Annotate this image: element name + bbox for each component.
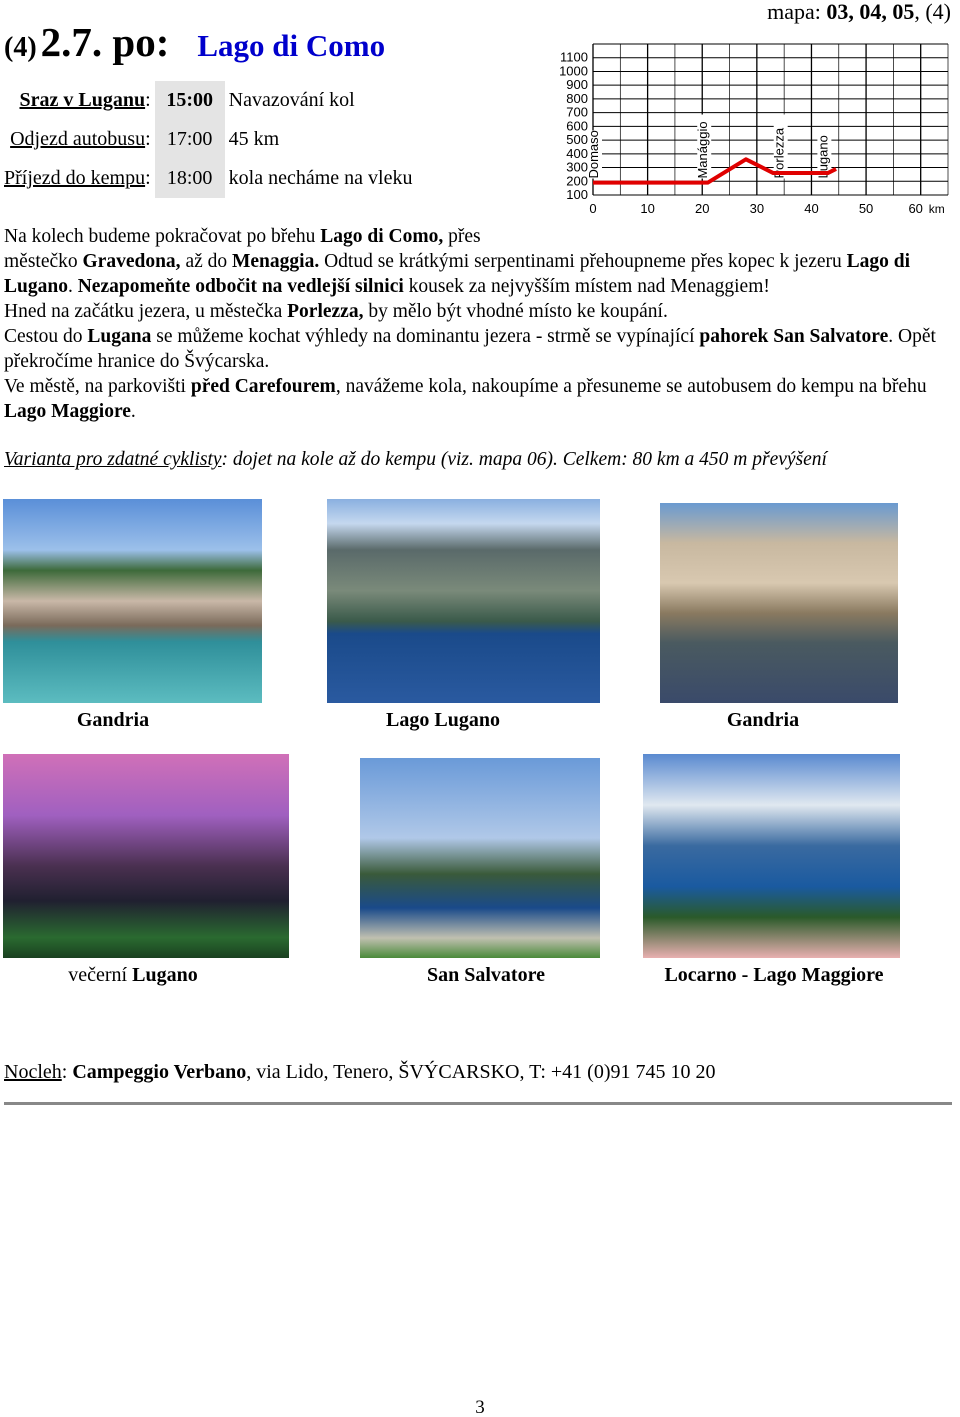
- schedule-table: [0, 81, 416, 198]
- schedule-time: 18:00: [155, 159, 225, 198]
- location-label: Domaso: [586, 130, 601, 179]
- x-tick-label: 50: [858, 201, 874, 216]
- photo-gandria: [660, 503, 898, 703]
- x-unit-label: km: [928, 202, 945, 216]
- schedule-label: Příjezd do kempu:: [4, 167, 151, 189]
- map-references: [767, 0, 951, 25]
- photo-lugano: [3, 754, 289, 958]
- accommodation-details: , via Lido, Tenero, ŠVÝCARSKO, T: +41 (0)91 745 10 20: [246, 1061, 716, 1083]
- elevation-profile-chart: [545, 38, 955, 218]
- variant-label: Varianta pro zdatné cyklisty: [4, 449, 222, 470]
- text: se můžeme kochat výhledy na dominantu jezera - strmě se vypínající: [151, 326, 700, 347]
- day-title: [4, 18, 385, 66]
- day-number: (4): [4, 32, 37, 63]
- text: kousek za nejvyšším místem nad Menaggiem!: [403, 276, 770, 297]
- y-tick-label: 600: [566, 118, 588, 134]
- photo-caption: San Salvatore: [427, 964, 545, 986]
- schedule-row: [0, 81, 416, 120]
- photo-caption: Lago Lugano: [386, 709, 500, 731]
- accommodation: Nocleh: Campeggio Verbano, via Lido, Tenero, ŠVÝCARSKO, T: +41 (0)91 745 10 20: [4, 1061, 716, 1083]
- text: přes: [443, 226, 481, 247]
- schedule-label: Odjezd autobusu:: [10, 128, 151, 150]
- text: . Opět překročíme hranice do Švýcarska.: [4, 326, 936, 372]
- x-tick-label: 20: [694, 201, 710, 216]
- y-tick-label: 700: [566, 104, 588, 120]
- y-tick-label: 800: [566, 90, 588, 106]
- text: až do: [180, 251, 232, 272]
- text: Na kolech budeme pokračovat po břehu: [4, 226, 321, 247]
- destination-title: Lago di Como: [197, 28, 386, 63]
- y-tick-label: 1100: [560, 49, 588, 65]
- y-tick-label: 200: [566, 173, 588, 189]
- schedule-row: [0, 159, 416, 198]
- location-label: Lugano: [815, 135, 831, 179]
- schedule-time: 15:00: [155, 81, 225, 120]
- photo-caption: Locarno - Lago Maggiore: [664, 964, 884, 986]
- bold-text: Lugana: [87, 326, 152, 347]
- route-description: [4, 224, 954, 424]
- text: Ve městě, na parkovišti: [4, 376, 191, 397]
- y-tick-label: 400: [566, 145, 588, 161]
- bold-text: Menaggia.: [232, 251, 320, 272]
- text: , navážeme kola, nakoupíme a přesuneme se autobusem do kempu na břehu: [335, 376, 927, 397]
- accommodation-name: Campeggio Verbano: [72, 1061, 247, 1083]
- text: .: [130, 401, 136, 422]
- paragraph: [4, 374, 954, 424]
- schedule-label: Sraz v Luganu:: [19, 89, 151, 111]
- divider: [4, 1102, 952, 1105]
- y-tick-label: 500: [566, 132, 588, 148]
- variant-text: : dojet na kole až do kempu (viz. mapa 06). Celkem: 80 km a 450 m převýšení: [221, 449, 827, 470]
- text: městečko: [4, 251, 83, 272]
- paragraph: [4, 324, 954, 374]
- bold-text: Gravedona,: [82, 251, 181, 272]
- bold-text: Porlezza,: [287, 301, 364, 322]
- y-tick-label: 900: [566, 77, 588, 93]
- schedule-time: 17:00: [155, 120, 225, 159]
- photo-san-salvatore: [360, 758, 600, 958]
- x-tick-label: 0: [589, 201, 597, 216]
- maps-label: mapa:: [767, 0, 821, 24]
- schedule-row: [0, 120, 416, 159]
- y-tick-label: 300: [566, 159, 588, 175]
- schedule-note: 45 km: [228, 128, 280, 150]
- text: by mělo být vhodné místo ke koupání.: [363, 301, 668, 322]
- text: .: [67, 276, 78, 297]
- photo-lago-lugano: [327, 499, 600, 703]
- text: Hned na začátku jezera, u městečka: [4, 301, 288, 322]
- paragraph: [4, 299, 954, 324]
- elevation-line: [593, 159, 836, 182]
- x-tick-label: 10: [640, 201, 655, 216]
- photo-gandria: [3, 499, 262, 703]
- schedule-note: Navazování kol: [228, 89, 355, 111]
- x-tick-label: 60: [908, 201, 923, 216]
- photo-locarno-lago-maggiore: [643, 754, 900, 958]
- bold-text: Lago Maggiore: [4, 401, 131, 422]
- bold-text: Lago di Lugano: [4, 251, 911, 297]
- paragraph: [4, 224, 544, 249]
- x-tick-label: 40: [804, 201, 819, 216]
- maps-list: 03, 04, 05: [826, 0, 915, 24]
- y-tick-label: 1000: [559, 63, 588, 79]
- text: Cestou do: [4, 326, 88, 347]
- location-label: Manággio: [695, 121, 711, 179]
- bold-text: pahorek San Salvatore: [699, 326, 889, 347]
- variant-note: [4, 449, 827, 471]
- y-tick-label: 100: [566, 187, 588, 202]
- maps-tail: , (4): [914, 0, 951, 24]
- bold-text: Lago di Como,: [320, 226, 444, 247]
- photo-caption: Gandria: [726, 709, 800, 731]
- x-tick-label: 30: [749, 201, 765, 216]
- photo-caption: večerní Lugano: [68, 964, 198, 986]
- paragraph: [4, 249, 954, 299]
- text: Odtud se krátkými serpentinami přehoupneme přes kopec k jezeru: [319, 251, 847, 272]
- bold-text: Nezapomeňte odbočit na vedlejší silnici: [77, 276, 404, 297]
- page-number: 3: [475, 1397, 485, 1417]
- day-date: 2.7. po:: [40, 19, 170, 65]
- accommodation-label: Nocleh: [4, 1061, 62, 1083]
- bold-text: před Carefourem: [190, 376, 336, 397]
- location-label: Porlezza: [771, 127, 787, 179]
- schedule-note: kola necháme na vleku: [228, 167, 413, 189]
- photo-caption: Gandria: [76, 709, 150, 731]
